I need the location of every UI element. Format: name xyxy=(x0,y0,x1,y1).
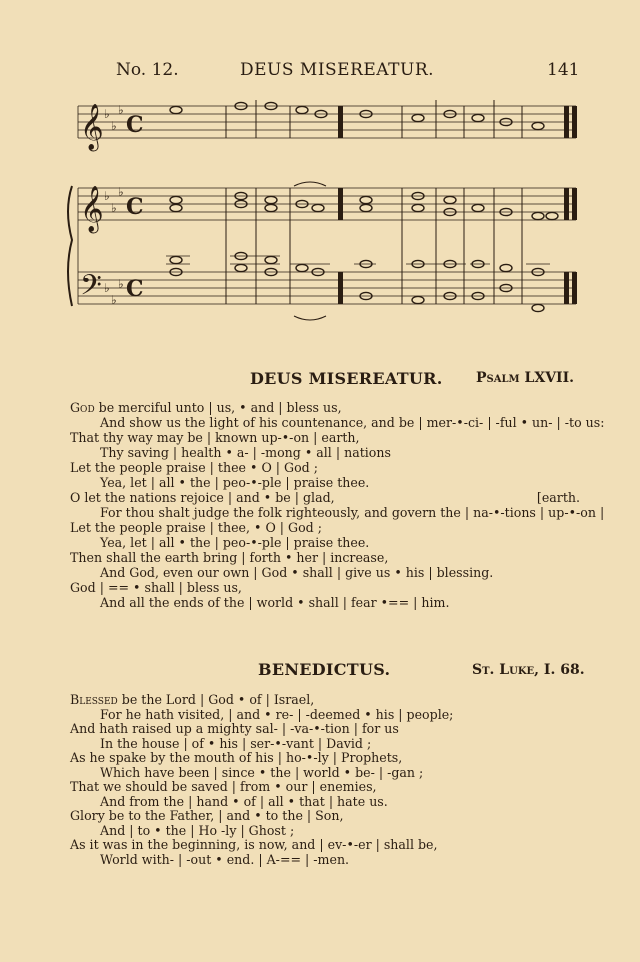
chant-line: Thy saving | health • a- | -mong • all | nations xyxy=(100,445,391,460)
chant-line: Blessed be the Lord | God • of | Israel, xyxy=(70,692,315,707)
bass-clef-icon: 𝄢 xyxy=(80,269,102,309)
chant-line: Yea, let | all • the | peo-•-ple | praise thee. xyxy=(100,475,370,490)
svg-text:♭: ♭ xyxy=(111,201,117,215)
hymn-number: No. 12. xyxy=(116,60,179,80)
svg-text:♭: ♭ xyxy=(104,189,110,203)
page-header-title: DEUS MISEREATUR. xyxy=(240,60,435,80)
section-title: DEUS MISEREATUR. xyxy=(250,369,443,388)
section-reference: Psalm LXVII. xyxy=(476,370,575,386)
treble-clef-icon: 𝄞 xyxy=(80,104,104,150)
chant-line: And all the ends of the | world • shall | fear •== | him. xyxy=(100,595,450,610)
treble-clef-icon: 𝄞 xyxy=(80,186,104,232)
section-title: BENEDICTUS. xyxy=(258,660,391,679)
page-number: 141 xyxy=(547,60,580,80)
music-score-drawing xyxy=(66,90,586,330)
svg-text:♭: ♭ xyxy=(111,119,117,133)
svg-text:♭: ♭ xyxy=(104,281,110,295)
svg-text:♭: ♭ xyxy=(118,103,124,117)
svg-text:♭: ♭ xyxy=(111,293,117,307)
chant-line: As he spake by the mouth of his | ho-•-ly | Prophets, xyxy=(70,750,403,765)
chant-line: Let the people praise | thee • O | God ; xyxy=(70,460,318,475)
chant-line: O let the nations rejoice | and • be | glad, xyxy=(70,490,335,505)
chant-line: And God, even our own | God • shall | give us • his | blessing. xyxy=(100,565,494,580)
section-reference: St. Luke, I. 68. xyxy=(472,662,585,678)
chant-line: Yea, let | all • the | peo-•-ple | praise thee. xyxy=(100,535,370,550)
chant-line: And hath raised up a mighty sal- | -va-•-tion | for us xyxy=(70,721,399,736)
chant-line: Let the people praise | thee, • O | God ; xyxy=(70,520,322,535)
chant-line: God be merciful unto | us, • and | bless us, xyxy=(70,400,342,415)
chant-line: Which have been | since • the | world • be- | -gan ; xyxy=(100,764,424,780)
chant-line: That we should be saved | from • our | enemies, xyxy=(70,779,377,794)
svg-text:♭: ♭ xyxy=(104,107,110,121)
chant-lead-word: God xyxy=(70,400,95,415)
chant-line: As it was in the beginning, is now, and | ev-•-er | shall be, xyxy=(70,837,438,852)
chant-line-tail: [earth. xyxy=(536,490,580,505)
chant-line: Glory be to the Father, | and • to the | Son, xyxy=(70,808,344,823)
bass-staff xyxy=(78,272,576,304)
svg-text:C: C xyxy=(126,194,144,220)
chant-line: Then shall the earth bring | forth • her | increase, xyxy=(70,550,389,565)
chant-line: That thy way may be | known up-•-on | earth, xyxy=(70,430,360,445)
chant-line: And | to • the | Ho -ly | Ghost ; xyxy=(100,822,295,838)
treble-staff-middle xyxy=(78,188,576,220)
chant-line: World with- | -out • end. | A-== | -men. xyxy=(100,851,350,867)
chant-line: And from the | hand • of | all • that | hate us. xyxy=(100,793,388,809)
svg-text:♭: ♭ xyxy=(118,185,124,199)
chant-line: For thou shalt judge the folk righteously, and govern the | na-•-tions | up-•-on | xyxy=(100,505,605,520)
page-header xyxy=(0,60,640,84)
treble-staff-top xyxy=(78,106,576,138)
chant-line: For he hath visited, | and • re- | -deemed • his | people; xyxy=(100,706,454,722)
svg-text:♭: ♭ xyxy=(118,277,124,291)
chant-line: God | == • shall | bless us, xyxy=(70,580,242,595)
chant-line: In the house | of • his | ser-•-vant | David ; xyxy=(100,735,372,751)
chant-lead-word: Blessed xyxy=(70,692,118,707)
music-score xyxy=(66,90,586,330)
svg-text:C: C xyxy=(126,276,144,302)
chant-line: And show us the light of his countenance, and be | mer-•-ci- | -ful • un- | -to us: xyxy=(100,415,605,430)
svg-text:C: C xyxy=(126,112,144,138)
